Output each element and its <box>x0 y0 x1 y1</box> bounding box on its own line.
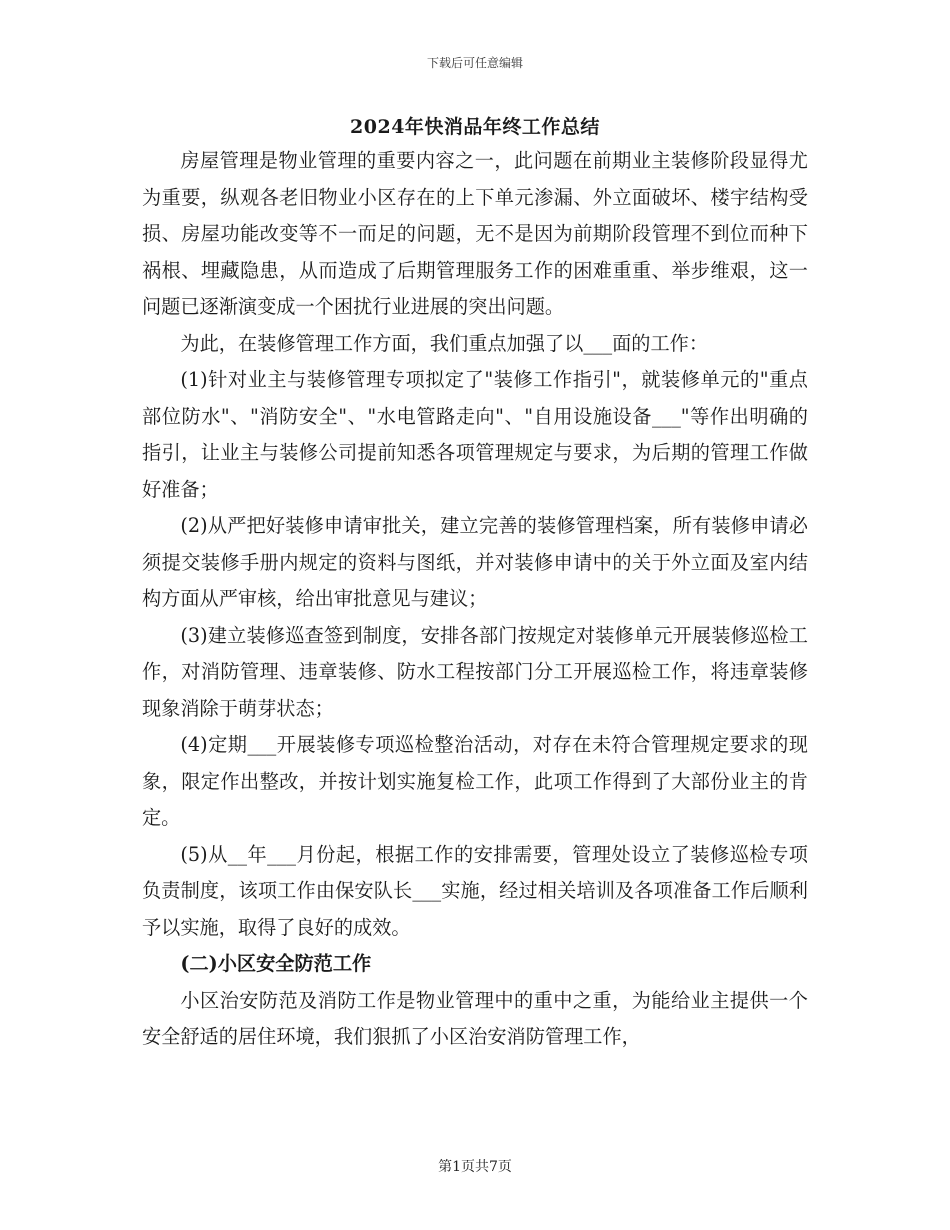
paragraph-intro: 房屋管理是物业管理的重要内容之一，此问题在前期业主装修阶段显得尤为重要，纵观各老旧物业小区存在的上下单元渗漏、外立面破坏、楼宇结构受损、房屋功能改变等不一而足的问题，无不是因为前期阶段管理不到位而种下祸根、埋藏隐患，从而造成了后期管理服务工作的困难重重、举步维艰，这一问题已逐渐演变成一个困扰行业进展的突出问题。 <box>142 149 808 318</box>
paragraph-item-1: (1)针对业主与装修管理专项拟定了"装修工作指引"，就装修单元的"重点部位防水"、"消防安全"、"水电管路走向"、"自用设施设备___"等作出明确的指引，让业主与装修公司提前知悉各项管理规定与要求，为后期的管理工作做好准备； <box>142 368 808 501</box>
section-heading: (二)小区安全防范工作 <box>180 952 372 975</box>
document-title: 2024年快消品年终工作总结 <box>350 116 600 138</box>
paragraph-focus: 为此，在装修管理工作方面，我们重点加强了以___面的工作： <box>180 331 709 355</box>
paragraph-item-4: (4)定期___开展装修专项巡检整治活动，对存在未符合管理规定要求的现象，限定作出整改，并按计划实施复检工作，此项工作得到了大部份业主的肯定。 <box>142 733 808 829</box>
paragraph-item-5: (5)从__年___月份起，根据工作的安排需要，管理处设立了装修巡检专项负责制度，该项工作由保安队长___实施，经过相关培训及各项准备工作后顺利予以实施，取得了良好的成效。 <box>142 842 808 939</box>
page-footer: 第1页共7页 <box>438 1159 512 1175</box>
paragraph-item-3: (3)建立装修巡查签到制度，安排各部门按规定对装修单元开展装修巡检工作，对消防管理、违章装修、防水工程按部门分工开展巡检工作，将违章装修现象消除于萌芽状态； <box>142 623 808 720</box>
paragraph-security: 小区治安防范及消防工作是物业管理中的重中之重，为能给业主提供一个安全舒适的居住环境，我们狠抓了小区治安消防管理工作， <box>142 988 808 1048</box>
paragraph-item-2: (2)从严把好装修申请审批关，建立完善的装修管理档案，所有装修申请必须提交装修手册内规定的资料与图纸，并对装修申请中的关于外立面及室内结构方面从严审核，给出审批意见与建议； <box>142 514 808 610</box>
document-body <box>142 143 808 1056</box>
header-note: 下载后可任意编辑 <box>426 56 523 70</box>
